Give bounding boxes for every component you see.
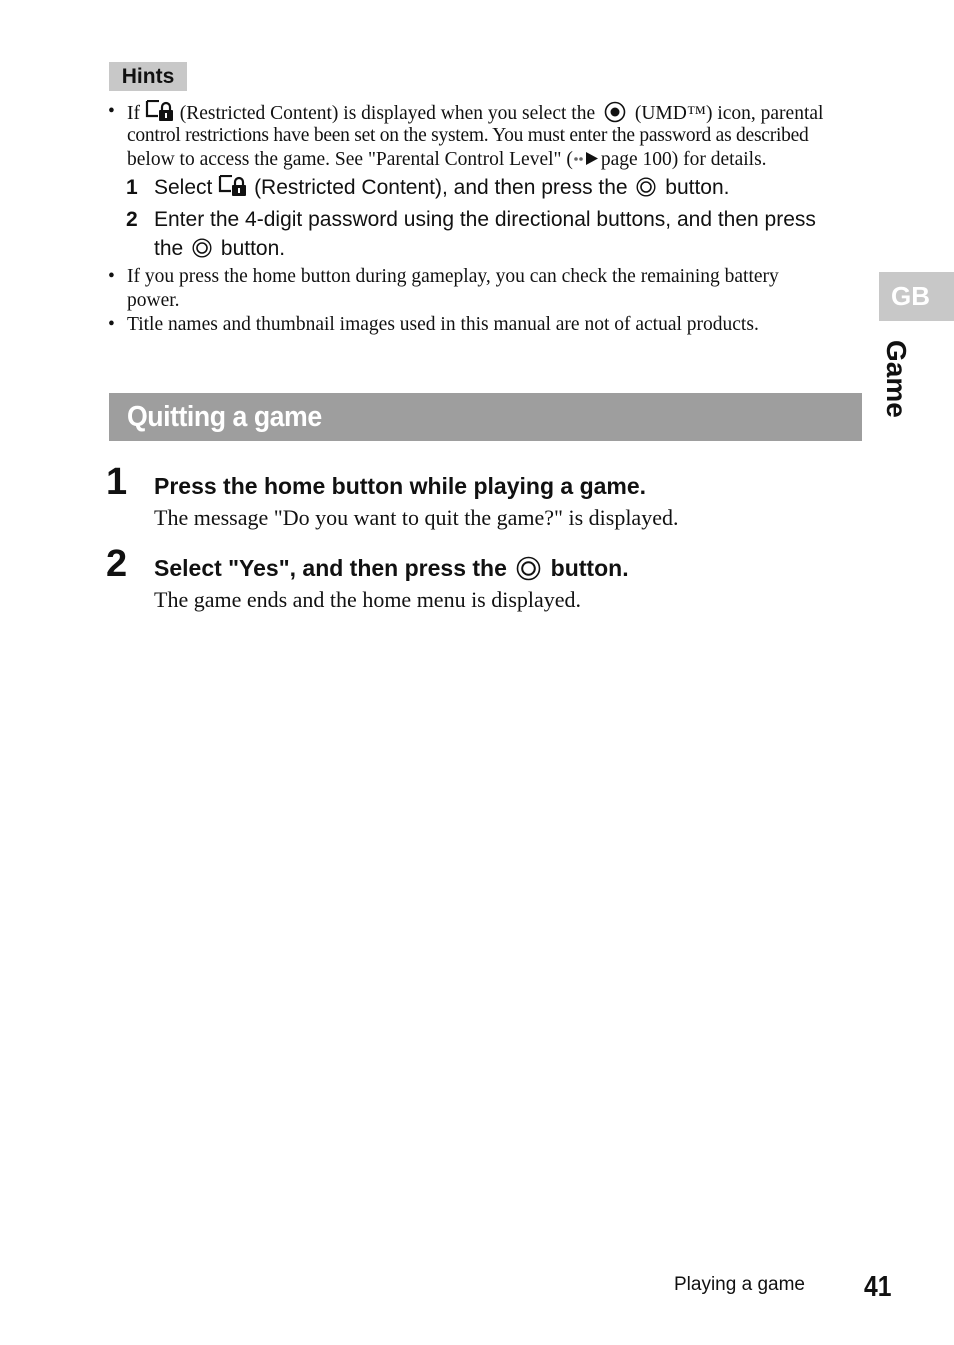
substep-text-part: (Restricted Content), and then press the: [254, 176, 628, 199]
hint-text: below to access the game. See "Parental Control Level" (: [127, 149, 573, 170]
language-tab: GB: [879, 272, 954, 321]
restricted-content-icon: [218, 175, 248, 197]
step-description: The message "Do you want to quit the game?" is displayed.: [154, 505, 679, 530]
hint-text-line: [127, 148, 862, 172]
hints-label: Hints: [109, 62, 187, 91]
step-description: The game ends and the home menu is displayed.: [154, 587, 582, 612]
page-number: 41: [864, 1271, 892, 1303]
section-title: Quitting a game: [127, 401, 322, 433]
bullet-marker: •: [108, 314, 115, 335]
hint-bullet-battery: If you press the home button during gameplay, you can check the remaining battery: [127, 266, 779, 287]
hint-text-line: power.: [127, 290, 180, 311]
chapter-side-label: [880, 340, 924, 430]
step-number: 2: [106, 543, 128, 585]
substep-number: 1: [126, 176, 138, 199]
hint-text: (Restricted Content) is displayed when you select the: [179, 103, 596, 124]
section-header-bar: [109, 393, 862, 441]
restricted-content-icon: [145, 100, 175, 122]
hint-text: page 100) for details.: [600, 149, 767, 170]
step-title: [154, 553, 629, 583]
step-title: Press the home button while playing a game.: [154, 473, 647, 499]
substep-number: 2: [126, 208, 138, 231]
substep-text-part: the: [154, 237, 184, 260]
hint-text: (UMD™) icon, parental: [634, 103, 824, 124]
circle-button-icon: [192, 238, 212, 258]
substep-text-line: Enter the 4-digit password using the directional buttons, and then press: [154, 208, 816, 231]
page-reference-arrow-icon: [573, 151, 601, 165]
circle-button-icon: [636, 177, 656, 197]
bullet-marker: •: [108, 266, 115, 287]
substep-text-part: button.: [665, 176, 730, 199]
step-title-part: button.: [550, 555, 629, 581]
bullet-marker: •: [108, 101, 115, 122]
substep-text-part: Select: [154, 176, 213, 199]
umd-icon: [604, 101, 626, 123]
substep-text: [154, 173, 864, 202]
substep-text: [154, 234, 864, 263]
hint-text-line: control restrictions have been set on the system. You must enter the password as described: [127, 125, 809, 146]
hint-bullet-titles: Title names and thumbnail images used in this manual are not of actual products.: [127, 314, 759, 335]
step-title-part: Select "Yes", and then press the: [154, 555, 507, 581]
footer-section-name: Playing a game: [674, 1274, 805, 1295]
substep-text-part: button.: [220, 237, 286, 260]
hint-text: If: [127, 103, 140, 124]
hint-bullet-restricted: [127, 100, 862, 126]
circle-button-icon: [516, 556, 541, 581]
chapter-side-label-text: Game: [881, 340, 912, 418]
step-number: 1: [106, 461, 128, 503]
